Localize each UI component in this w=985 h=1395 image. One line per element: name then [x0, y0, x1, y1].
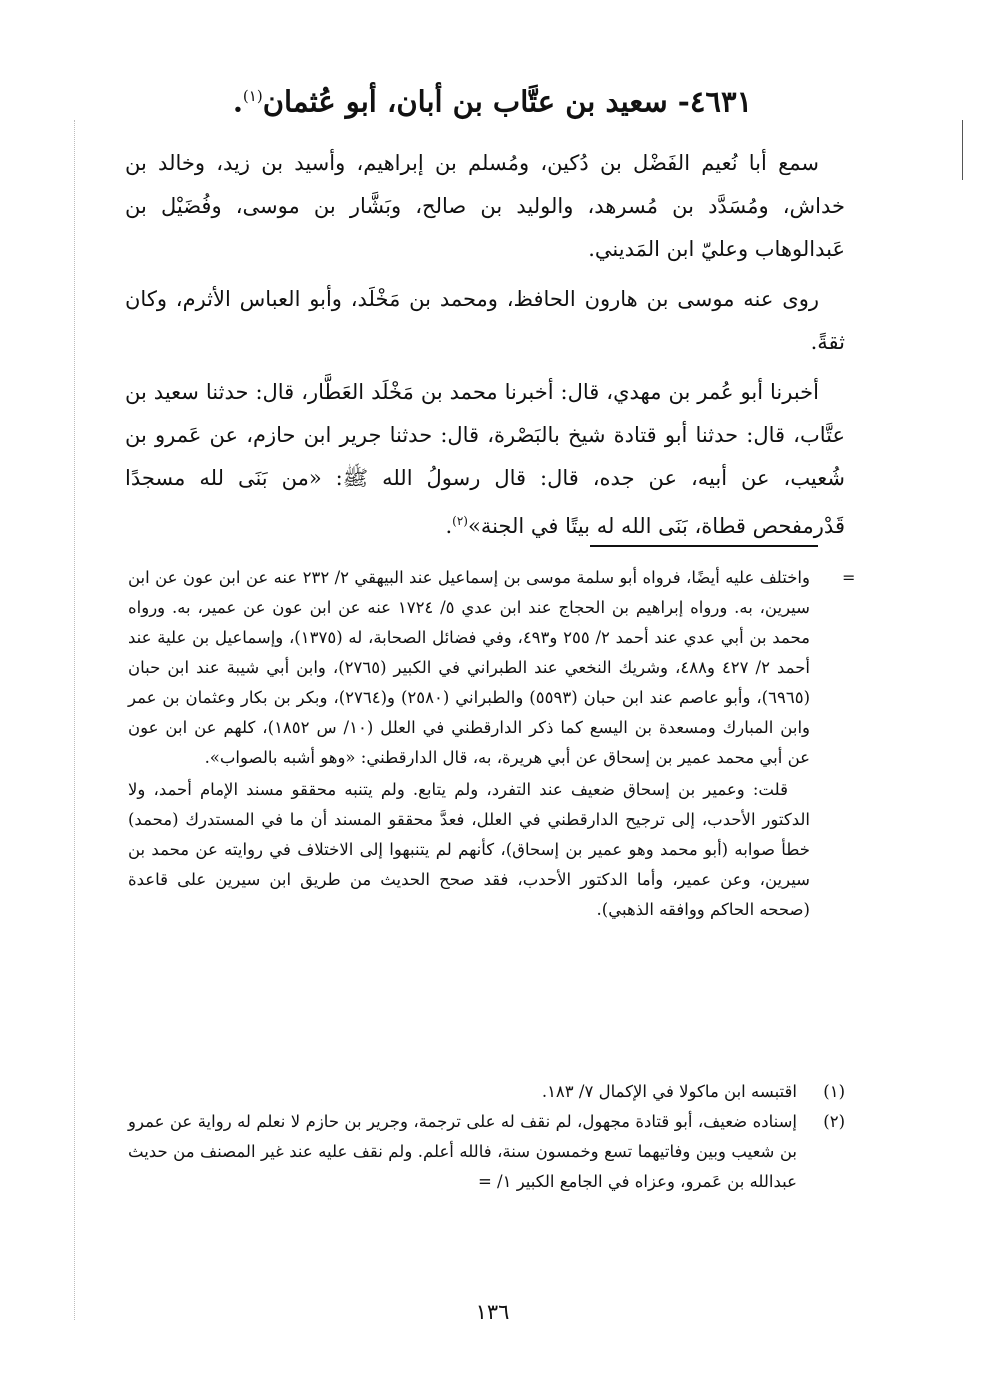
footnote-item — [128, 1077, 845, 1107]
footnote-number: (١) — [823, 1082, 845, 1101]
hadith-end: . — [445, 514, 453, 538]
continued-note-paragraph: واختلف عليه أيضًا، فرواه أبو سلمة موسى بن إسماعيل عند البيهقي ٢/ ٢٣٢ عنه عن ابن عون عن ابن سيرين، به. ورواه إبراهيم بن الحجاج عند ابن عدي ٥/ ١٧٢٤ عنه عن ابن عون عن عمير، به. ورواه محمد بن أبي عدي عند أحمد ٢/ ٢٥٥ و٤٩٣، وفي فضائل الصحابة، له (١٣٧٥)، وإسماعيل بن علية عند أحمد ٢/ ٤٢٧ و٤٨٨، وشريك النخعي عند الطبراني في الكبير (٢٧٦٥)، وابن أبي شيبة عند ابن حبان (٦٩٦٥)، وأبو عاصم عند ابن حبان (٥٥٩٣) والطبراني (٢٥٨٠) و(٢٧٦٤)، وبكر بن بكار وعثمان بن عمر وابن المبارك ومسعدة بن اليسع كما ذكر الدارقطني في العلل (١٠/ س ١٨٥٢)، كلهم عن ابن عون عن أبي محمد عمير بن إسحاق عن أبي هريرة، به، قال الدارقطني: «وهو أشبه بالصواب». — [128, 568, 811, 767]
editor-comment-paragraph: قلت: وعمير بن إسحاق ضعيف عند التفرد، ولم يتابع. ولم يتنبه محققو مسند الإمام أحمد، ولا الدكتور الأحدب، إلى ترجيح الدارقطني في العلل، فعدَّ محققو المسند أن ما في المستدرك (محمد) خطأ صوابه (أبو محمد وهو عمير بن إسحاق)، كأنهم لم يتنبهوا إلى الاختلاف في روايته عن محمد بن سيرين، وعن عمير، وأما الدكتور الأحدب، فقد صحح الحديث من طريق ابن سيرين على قاعدة (صححه الحاكم ووافقه الذهبي). — [128, 780, 810, 919]
footnote-text: اقتبسه ابن ماكولا في الإكمال ٧/ ١٨٣. — [541, 1082, 797, 1101]
footnote-number: (٢) — [823, 1112, 845, 1131]
footnote-text: إسناده ضعيف، أبو قتادة مجهول، لم نقف له على ترجمة، وجرير بن حازم لا نعلم له رواية عن عمرو بن شعيب وبين وفاتيهما تسع وخمسون سنة، فالله أعلم. ولم نقف عليه عند غير المصنف من حديث عبدالله بن عَمرو، وعزاه في الجامع الكبير ١/ = — [128, 1112, 797, 1191]
footnote-separator — [590, 545, 818, 547]
entry-heading — [200, 74, 785, 124]
page-number: ١٣٦ — [475, 1300, 510, 1324]
students-paragraph: روى عنه موسى بن هارون الحافظ، ومحمد بن مَخْلَد، وأبو العباس الأثرم، وكان ثقةً. — [125, 287, 845, 354]
footnote-item — [128, 1107, 845, 1197]
hadith-text: أخبرنا أبو عُمر بن مهدي، قال: أخبرنا محمد بن مَخْلَد العَطَّار، قال: حدثنا سعيد بن عتَّاب، قال: حدثنا أبو قتادة شيخ بالبَصْرة، قال: حدثنا جرير ابن حازم، عن عَمرو بن شُعيب، عن أبيه، عن جده، قال: قال رسولُ الله ﷺ: «من بَنَى لله مسجدًا قَدْرمفحص قطاة، بَنَى الله له بيتًا في الجنة» — [125, 380, 846, 538]
main-text — [125, 142, 845, 555]
entry-title: ٤٦٣١- سعيد بن عتَّاب بن أبان، أبو عُثمان — [262, 84, 753, 119]
continued-footnote — [128, 563, 810, 927]
scan-margin-line — [74, 120, 75, 1320]
hadith-paragraph — [125, 371, 845, 548]
footnotes — [128, 1077, 845, 1197]
teachers-paragraph: سمع أبا نُعيم الفَضْل بن دُكين، ومُسلم بن إبراهيم، وأسيد بن زيد، وخالد بن خداش، ومُسَدَّد بن مُسرهد، والوليد بن صالح، وبَشَّار بن موسى، وفُضَيْل بن عَبدالوهاب وعليّ ابن المَديني. — [125, 151, 845, 261]
hadith-footnote-ref: (٢) — [452, 514, 468, 528]
heading-footnote-ref: (١) — [242, 87, 263, 105]
heading-end: . — [232, 84, 243, 119]
continuation-mark: = — [842, 568, 856, 587]
scan-edge-mark — [962, 120, 963, 180]
